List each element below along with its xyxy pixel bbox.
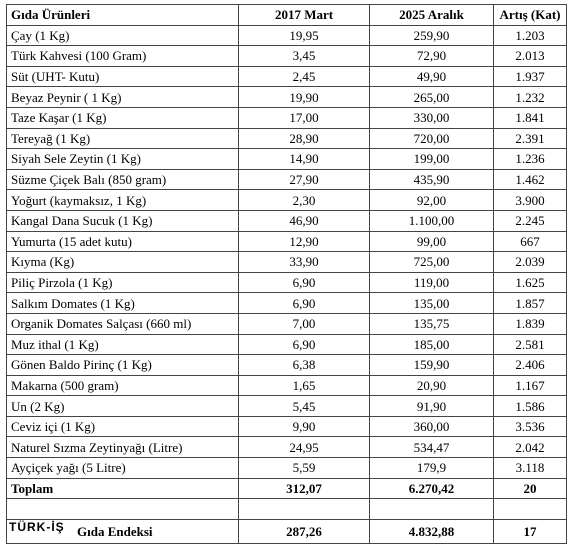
price-2025: 265,00 [370, 87, 494, 108]
price-2017: 28,90 [239, 128, 370, 149]
price-2025: 360,00 [370, 416, 494, 437]
increase-ratio: 1.857 [494, 293, 567, 314]
increase-ratio: 1.586 [494, 396, 567, 417]
price-2017: 1,65 [239, 375, 370, 396]
table-row [7, 313, 567, 334]
table-row [7, 252, 567, 273]
increase-ratio: 2.391 [494, 128, 567, 149]
price-2025: 534,47 [370, 437, 494, 458]
increase-ratio: 2.581 [494, 334, 567, 355]
header-2017: 2017 Mart [239, 5, 370, 26]
table-row [7, 149, 567, 170]
product-name: Kıyma (Kg) [7, 252, 239, 273]
header-increase: Artış (Kat) [494, 5, 567, 26]
increase-ratio: 3.536 [494, 416, 567, 437]
price-2017: 5,59 [239, 458, 370, 479]
price-2025: 259,90 [370, 25, 494, 46]
increase-ratio: 1.937 [494, 66, 567, 87]
product-name: Salkım Domates (1 Kg) [7, 293, 239, 314]
price-2017: 19,95 [239, 25, 370, 46]
product-name: Tereyağ (1 Kg) [7, 128, 239, 149]
product-name: Türk Kahvesi (100 Gram) [7, 46, 239, 67]
price-2025: 92,00 [370, 190, 494, 211]
price-2017: 17,00 [239, 107, 370, 128]
index-label: Gıda Endeksi [77, 524, 153, 540]
price-2017: 3,45 [239, 46, 370, 67]
index-row [7, 520, 567, 544]
price-2025: 119,00 [370, 272, 494, 293]
price-2025: 435,90 [370, 169, 494, 190]
price-2017: 9,90 [239, 416, 370, 437]
increase-ratio: 1.839 [494, 313, 567, 334]
price-2017: 6,38 [239, 355, 370, 376]
increase-ratio: 1.625 [494, 272, 567, 293]
increase-ratio: 1.236 [494, 149, 567, 170]
price-2025: 720,00 [370, 128, 494, 149]
product-name: Organik Domates Salçası (660 ml) [7, 313, 239, 334]
table-row [7, 87, 567, 108]
table-body [7, 5, 567, 544]
product-name: Yoğurt (kaymaksız, 1 Kg) [7, 190, 239, 211]
price-2017: 12,90 [239, 231, 370, 252]
header-2025: 2025 Aralık [370, 5, 494, 26]
table-row [7, 334, 567, 355]
increase-ratio: 3.900 [494, 190, 567, 211]
product-name: Naturel Sızma Zeytinyağı (Litre) [7, 437, 239, 458]
price-2017: 312,07 [239, 478, 370, 499]
price-2025: 20,90 [370, 375, 494, 396]
price-2025: 91,90 [370, 396, 494, 417]
price-2025: 330,00 [370, 107, 494, 128]
table-row [7, 293, 567, 314]
increase-ratio: 1.232 [494, 87, 567, 108]
increase-ratio: 20 [494, 478, 567, 499]
table-row [7, 46, 567, 67]
turk-is-watermark: TÜRK-İŞ [9, 520, 65, 535]
price-2017: 5,45 [239, 396, 370, 417]
product-name: Makarna (500 gram) [7, 375, 239, 396]
increase-ratio: 2.039 [494, 252, 567, 273]
table-row [7, 190, 567, 211]
price-2025: 4.832,88 [370, 520, 494, 544]
price-2017: 6,90 [239, 272, 370, 293]
price-2017: 287,26 [239, 520, 370, 544]
increase-ratio: 1.167 [494, 375, 567, 396]
price-2017: 6,90 [239, 334, 370, 355]
table-row [7, 272, 567, 293]
product-name [7, 520, 239, 544]
table-row [7, 25, 567, 46]
table-row [7, 107, 567, 128]
product-name: Beyaz Peynir ( 1 Kg) [7, 87, 239, 108]
price-2017: 19,90 [239, 87, 370, 108]
product-name: Piliç Pirzola (1 Kg) [7, 272, 239, 293]
header-product: Gıda Ürünleri [7, 5, 239, 26]
price-2017: 33,90 [239, 252, 370, 273]
price-2025: 135,00 [370, 293, 494, 314]
price-2025: 179,9 [370, 458, 494, 479]
price-2017: 2,30 [239, 190, 370, 211]
product-name: Un (2 Kg) [7, 396, 239, 417]
product-name: Ayçiçek yağı (5 Litre) [7, 458, 239, 479]
price-2017: 6,90 [239, 293, 370, 314]
table-row [7, 396, 567, 417]
product-name: Kangal Dana Sucuk (1 Kg) [7, 210, 239, 231]
price-2017 [239, 499, 370, 520]
price-2017: 46,90 [239, 210, 370, 231]
table-row [7, 66, 567, 87]
price-2025: 99,00 [370, 231, 494, 252]
price-2025 [370, 499, 494, 520]
table-row [7, 231, 567, 252]
product-name: Taze Kaşar (1 Kg) [7, 107, 239, 128]
product-name: Süt (UHT- Kutu) [7, 66, 239, 87]
price-2025: 49,90 [370, 66, 494, 87]
total-row [7, 478, 567, 499]
price-2017: 24,95 [239, 437, 370, 458]
table-row [7, 169, 567, 190]
increase-ratio: 1.841 [494, 107, 567, 128]
product-name: Çay (1 Kg) [7, 25, 239, 46]
product-name [7, 499, 239, 520]
table-row [7, 416, 567, 437]
price-2025: 725,00 [370, 252, 494, 273]
price-2025: 199,00 [370, 149, 494, 170]
price-2017: 7,00 [239, 313, 370, 334]
increase-ratio: 3.118 [494, 458, 567, 479]
price-2025: 1.100,00 [370, 210, 494, 231]
spacer-row [7, 499, 567, 520]
food-price-table [6, 4, 567, 544]
increase-ratio: 1.203 [494, 25, 567, 46]
increase-ratio: 667 [494, 231, 567, 252]
table-row [7, 437, 567, 458]
product-name: Siyah Sele Zeytin (1 Kg) [7, 149, 239, 170]
increase-ratio: 1.462 [494, 169, 567, 190]
product-name: Ceviz içi (1 Kg) [7, 416, 239, 437]
price-2025: 135,75 [370, 313, 494, 334]
price-2017: 27,90 [239, 169, 370, 190]
table-row [7, 375, 567, 396]
increase-ratio: 2.406 [494, 355, 567, 376]
price-2025: 6.270,42 [370, 478, 494, 499]
increase-ratio: 2.245 [494, 210, 567, 231]
table-row [7, 210, 567, 231]
product-name: Muz ithal (1 Kg) [7, 334, 239, 355]
increase-ratio: 17 [494, 520, 567, 544]
product-name: Yumurta (15 adet kutu) [7, 231, 239, 252]
product-name: Toplam [7, 478, 239, 499]
product-name: Süzme Çiçek Balı (850 gram) [7, 169, 239, 190]
header-row [7, 5, 567, 26]
table-row [7, 128, 567, 149]
price-2025: 159,90 [370, 355, 494, 376]
table-row [7, 458, 567, 479]
increase-ratio: 2.013 [494, 46, 567, 67]
table-row [7, 355, 567, 376]
increase-ratio: 2.042 [494, 437, 567, 458]
product-name: Gönen Baldo Pirinç (1 Kg) [7, 355, 239, 376]
price-2017: 2,45 [239, 66, 370, 87]
price-2025: 185,00 [370, 334, 494, 355]
price-2017: 14,90 [239, 149, 370, 170]
price-2025: 72,90 [370, 46, 494, 67]
increase-ratio [494, 499, 567, 520]
